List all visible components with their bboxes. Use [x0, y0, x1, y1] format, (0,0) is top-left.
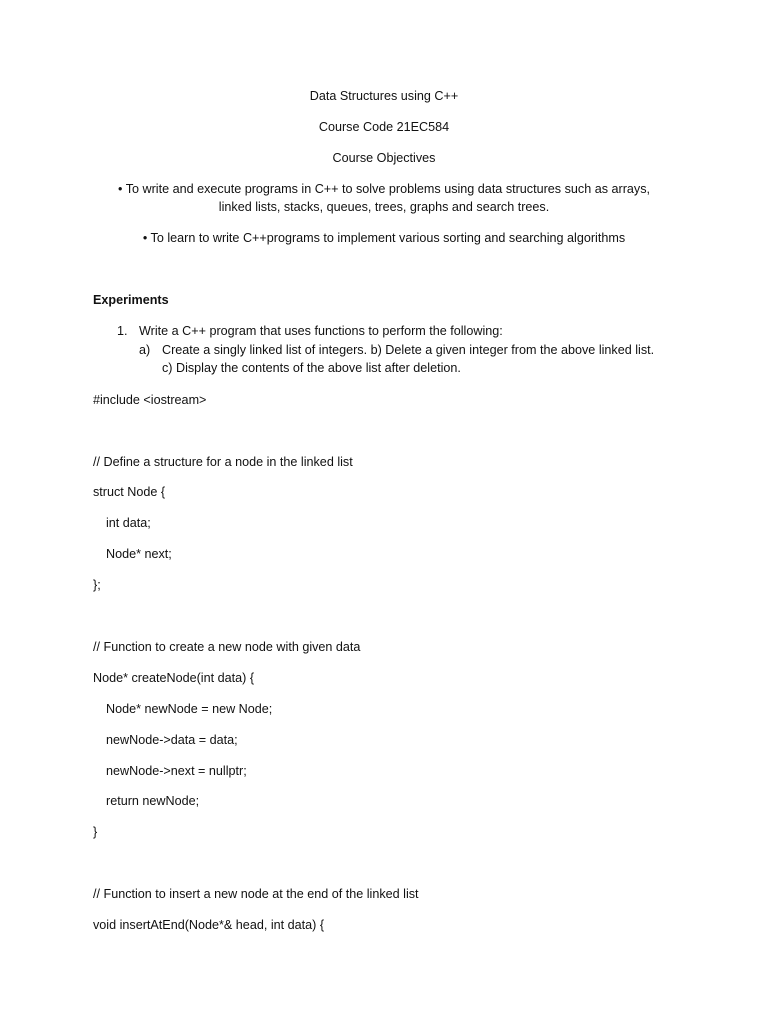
code-line: } [93, 825, 98, 839]
code-line: struct Node { [93, 485, 166, 499]
code-line: int data; [106, 516, 151, 530]
experiment-sub-label: a) [139, 343, 151, 357]
bullet: • [142, 231, 148, 245]
code-line: newNode->data = data; [106, 733, 238, 747]
document-title: Data Structures using C++ [309, 89, 459, 103]
code-line: }; [93, 578, 101, 592]
experiment-sub-text-continued: c) Display the contents of the above list after deletion. [162, 361, 461, 375]
objectives-heading: Course Objectives [332, 151, 436, 165]
code-comment: // Function to create a new node with given data [93, 640, 361, 654]
experiment-sub-text: Create a singly linked list of integers. b) Delete a given integer from the above linked list. [162, 343, 655, 357]
code-comment: // Function to insert a new node at the end of the linked list [93, 887, 419, 901]
code-line: newNode->next = nullptr; [106, 764, 247, 778]
bullet: • [118, 182, 123, 196]
objective-item-1-continued: linked lists, stacks, queues, trees, graphs and search trees. [218, 200, 550, 214]
experiment-number: 1. [117, 324, 128, 338]
course-code: Course Code 21EC584 [318, 120, 450, 134]
code-line: Node* next; [106, 547, 172, 561]
objective-text: To learn to write C++programs to implement various sorting and searching algorithms [150, 231, 626, 245]
code-line: void insertAtEnd(Node*& head, int data) { [93, 918, 325, 932]
objective-item-1 [0, 180, 768, 198]
code-line: #include <iostream> [93, 393, 207, 407]
objective-item-2 [0, 229, 768, 247]
objective-text: To write and execute programs in C++ to solve problems using data structures such as arrays, [125, 182, 650, 196]
code-line: Node* createNode(int data) { [93, 671, 255, 685]
code-line: return newNode; [106, 794, 200, 808]
code-line: Node* newNode = new Node; [106, 702, 273, 716]
experiment-text: Write a C++ program that uses functions to perform the following: [139, 324, 503, 338]
code-comment: // Define a structure for a node in the linked list [93, 455, 353, 469]
experiments-heading: Experiments [93, 293, 169, 307]
